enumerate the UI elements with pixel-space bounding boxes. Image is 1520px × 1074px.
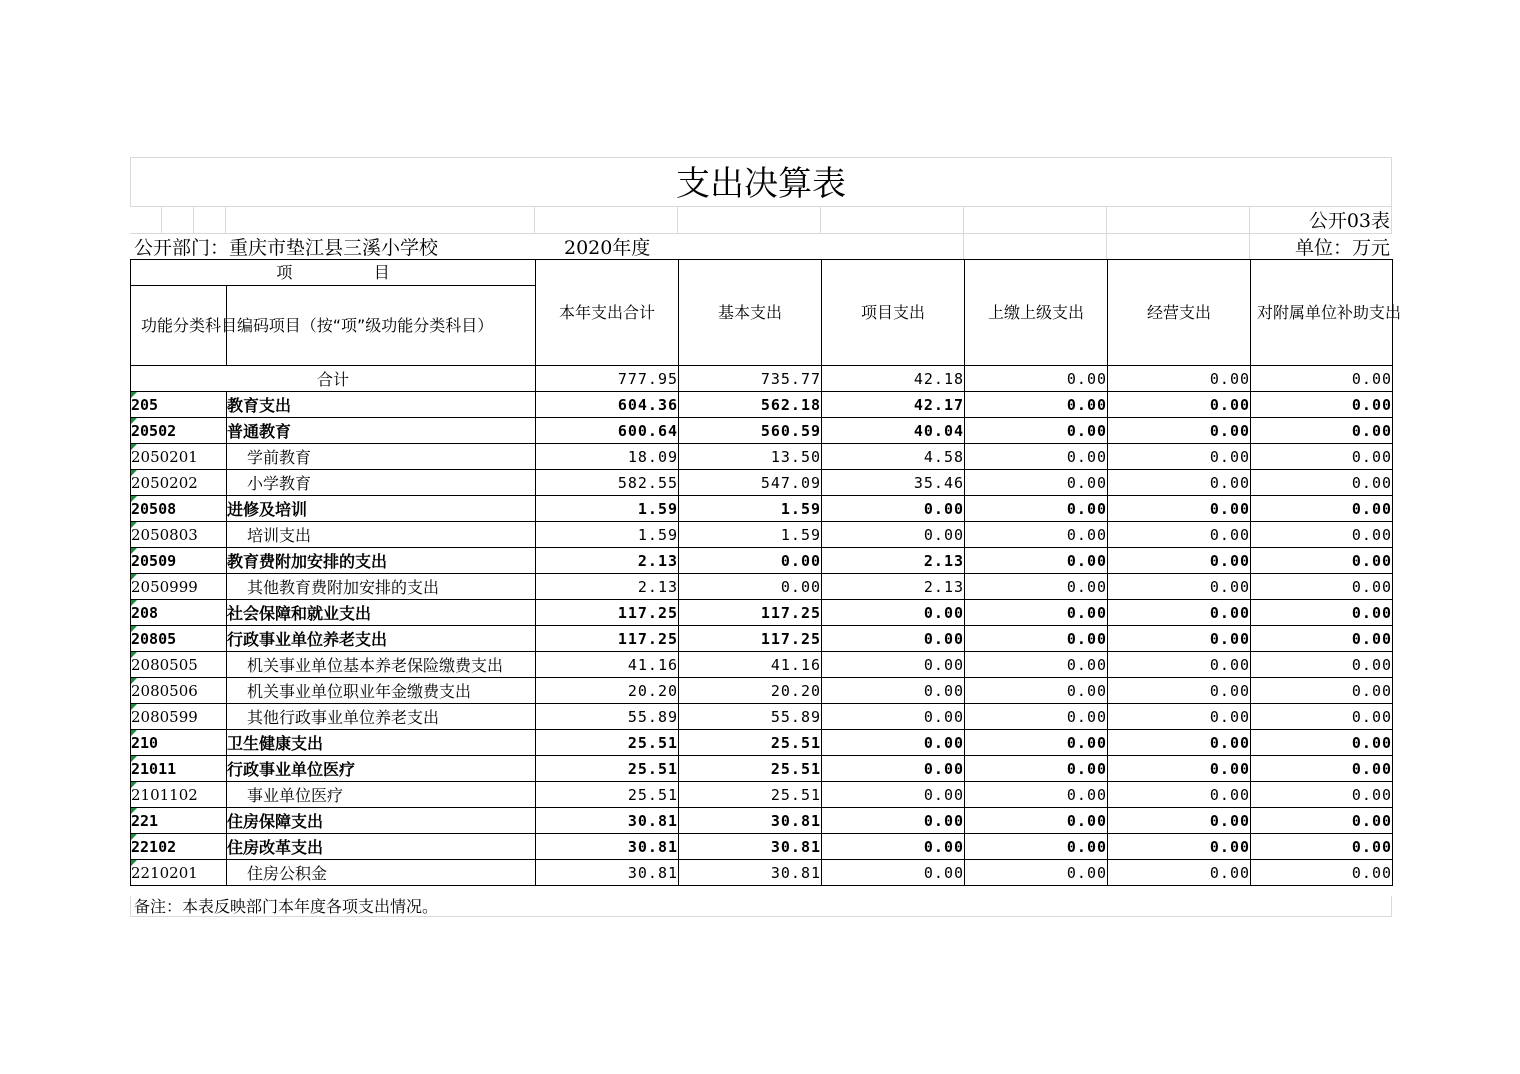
row-value: 0.00 (1108, 496, 1251, 522)
row-value: 0.00 (1108, 548, 1251, 574)
row-value: 0.00 (965, 678, 1108, 704)
row-name: 培训支出 (227, 522, 536, 548)
row-value: 0.00 (1108, 418, 1251, 444)
row-value: 0.00 (1251, 808, 1393, 834)
row-code: 2210201 (131, 860, 227, 886)
row-value: 0.00 (1108, 730, 1251, 756)
row-value: 25.51 (679, 756, 822, 782)
row-value: 0.00 (965, 834, 1108, 860)
table-row (131, 782, 1393, 808)
header-basic: 基本支出 (679, 260, 822, 366)
row-value: 0.00 (965, 600, 1108, 626)
row-value: 562.18 (679, 392, 822, 418)
row-value: 0.00 (1251, 782, 1393, 808)
total-value: 735.77 (679, 366, 822, 392)
table-row (131, 704, 1393, 730)
grid-cell (535, 207, 678, 234)
department-label: 公开部门：重庆市垫江县三溪小学校 (134, 237, 439, 259)
spreadsheet-sheet (130, 157, 1402, 917)
table-row (131, 652, 1393, 678)
row-value: 600.64 (536, 418, 679, 444)
row-value: 0.00 (679, 574, 822, 600)
row-value: 0.00 (822, 496, 965, 522)
row-name: 住房保障支出 (227, 808, 536, 834)
row-value: 41.16 (536, 652, 679, 678)
row-code: 2080505 (131, 652, 227, 678)
row-value: 30.81 (536, 808, 679, 834)
row-value: 1.59 (679, 522, 822, 548)
expenditure-table (130, 259, 1402, 886)
row-code: 2050999 (131, 574, 227, 600)
table-row (131, 418, 1393, 444)
row-value: 0.00 (1108, 834, 1251, 860)
row-value: 0.00 (965, 652, 1108, 678)
row-name: 教育费附加安排的支出 (227, 548, 536, 574)
row-value: 1.59 (536, 522, 679, 548)
row-code: 20502 (131, 418, 227, 444)
row-value: 0.00 (1251, 652, 1393, 678)
row-value: 0.00 (965, 470, 1108, 496)
row-value: 25.51 (536, 756, 679, 782)
row-value: 1.59 (679, 496, 822, 522)
grid-cell (821, 207, 964, 234)
row-value: 0.00 (965, 522, 1108, 548)
row-name: 普通教育 (227, 418, 536, 444)
row-value: 0.00 (822, 678, 965, 704)
row-code: 210 (131, 730, 227, 756)
row-value: 0.00 (1251, 496, 1393, 522)
row-value: 55.89 (536, 704, 679, 730)
table-row (131, 392, 1393, 418)
row-value: 0.00 (965, 626, 1108, 652)
header-project: 项目支出 (822, 260, 965, 366)
header-code: 功能分类科目编码 (131, 286, 227, 366)
row-value: 0.00 (1251, 444, 1393, 470)
row-value: 547.09 (679, 470, 822, 496)
row-name: 住房改革支出 (227, 834, 536, 860)
row-value: 582.55 (536, 470, 679, 496)
row-name: 卫生健康支出 (227, 730, 536, 756)
row-value: 2.13 (822, 548, 965, 574)
row-name: 事业单位医疗 (227, 782, 536, 808)
row-code: 20508 (131, 496, 227, 522)
row-value: 0.00 (822, 834, 965, 860)
grid-cell (821, 234, 964, 260)
row-code: 2050202 (131, 470, 227, 496)
fiscal-year: 2020年度 (564, 237, 651, 259)
row-value: 0.00 (965, 704, 1108, 730)
row-value: 0.00 (1251, 392, 1393, 418)
total-value: 42.18 (822, 366, 965, 392)
row-code: 2080599 (131, 704, 227, 730)
row-value: 13.50 (679, 444, 822, 470)
row-value: 0.00 (1251, 626, 1393, 652)
total-value: 0.00 (1251, 366, 1393, 392)
row-value: 25.51 (536, 782, 679, 808)
row-value: 0.00 (1251, 470, 1393, 496)
grid-cell (226, 207, 535, 234)
row-value: 0.00 (1251, 574, 1393, 600)
grid-cell (964, 207, 1107, 234)
header-item-group: 项 目 (131, 260, 536, 286)
row-name: 进修及培训 (227, 496, 536, 522)
row-value: 25.51 (536, 730, 679, 756)
row-value: 0.00 (822, 756, 965, 782)
row-value: 0.00 (1108, 392, 1251, 418)
row-value: 30.81 (679, 834, 822, 860)
row-value: 0.00 (1108, 678, 1251, 704)
header-total: 本年支出合计 (536, 260, 679, 366)
total-label: 合计 (131, 366, 536, 392)
row-value: 25.51 (679, 730, 822, 756)
row-name: 行政事业单位医疗 (227, 756, 536, 782)
table-row (131, 860, 1393, 886)
grid-cell (964, 234, 1107, 260)
row-value: 0.00 (1108, 444, 1251, 470)
table-row (131, 600, 1393, 626)
row-value: 0.00 (822, 626, 965, 652)
row-value: 0.00 (1251, 522, 1393, 548)
header-subsidy: 对附属单位补助支出 (1251, 260, 1393, 366)
row-value: 0.00 (1251, 860, 1393, 886)
form-code: 公开03表 (1308, 210, 1390, 232)
row-value: 0.00 (822, 860, 965, 886)
row-value: 2.13 (536, 574, 679, 600)
row-value: 0.00 (1108, 756, 1251, 782)
grid-cell (678, 207, 821, 234)
row-value: 0.00 (822, 522, 965, 548)
row-value: 0.00 (1108, 470, 1251, 496)
row-name: 教育支出 (227, 392, 536, 418)
total-value: 777.95 (536, 366, 679, 392)
page-title: 支出决算表 (676, 164, 846, 204)
row-value: 604.36 (536, 392, 679, 418)
row-value: 0.00 (1108, 626, 1251, 652)
row-code: 2050803 (131, 522, 227, 548)
row-value: 0.00 (822, 782, 965, 808)
header-business: 经营支出 (1108, 260, 1251, 366)
row-value: 30.81 (679, 808, 822, 834)
row-value: 41.16 (679, 652, 822, 678)
row-value: 0.00 (822, 704, 965, 730)
table-row (131, 574, 1393, 600)
row-value: 0.00 (1108, 574, 1251, 600)
grid-cell (1107, 234, 1250, 260)
row-value: 0.00 (965, 418, 1108, 444)
row-value: 1.59 (536, 496, 679, 522)
row-value: 0.00 (1108, 860, 1251, 886)
row-value: 117.25 (679, 626, 822, 652)
header-name: 项目（按“项”级功能分类科目） (227, 286, 536, 366)
row-value: 2.13 (822, 574, 965, 600)
row-name: 学前教育 (227, 444, 536, 470)
row-value: 4.58 (822, 444, 965, 470)
row-value: 0.00 (965, 782, 1108, 808)
row-value: 0.00 (822, 808, 965, 834)
table-row (131, 808, 1393, 834)
form-code-row (130, 207, 1392, 234)
total-value: 0.00 (965, 366, 1108, 392)
grid-cell (130, 207, 162, 234)
row-code: 22102 (131, 834, 227, 860)
row-value: 40.04 (822, 418, 965, 444)
table-row (131, 444, 1393, 470)
grid-cell (162, 207, 194, 234)
total-row (131, 366, 1393, 392)
row-value: 0.00 (965, 392, 1108, 418)
table-row (131, 470, 1393, 496)
table-row (131, 548, 1393, 574)
table-row (131, 626, 1393, 652)
row-value: 0.00 (822, 652, 965, 678)
row-name: 住房公积金 (227, 860, 536, 886)
row-value: 0.00 (965, 574, 1108, 600)
table-row (131, 756, 1393, 782)
row-value: 0.00 (1251, 600, 1393, 626)
row-value: 0.00 (1251, 834, 1393, 860)
row-name: 其他教育费附加安排的支出 (227, 574, 536, 600)
row-value: 117.25 (679, 600, 822, 626)
row-value: 0.00 (822, 600, 965, 626)
row-value: 30.81 (536, 860, 679, 886)
grid-cell (194, 207, 226, 234)
row-value: 0.00 (1108, 704, 1251, 730)
row-code: 21011 (131, 756, 227, 782)
row-value: 0.00 (1108, 782, 1251, 808)
row-value: 0.00 (965, 808, 1108, 834)
row-value: 0.00 (1251, 704, 1393, 730)
row-name: 社会保障和就业支出 (227, 600, 536, 626)
row-value: 560.59 (679, 418, 822, 444)
row-value: 2.13 (536, 548, 679, 574)
row-value: 0.00 (1251, 756, 1393, 782)
row-code: 221 (131, 808, 227, 834)
row-code: 208 (131, 600, 227, 626)
row-name: 行政事业单位养老支出 (227, 626, 536, 652)
row-value: 18.09 (536, 444, 679, 470)
total-value: 0.00 (1108, 366, 1251, 392)
row-value: 30.81 (679, 860, 822, 886)
table-row (131, 678, 1393, 704)
row-value: 0.00 (1251, 678, 1393, 704)
row-value: 30.81 (536, 834, 679, 860)
row-value: 42.17 (822, 392, 965, 418)
row-value: 0.00 (965, 444, 1108, 470)
table-row (131, 522, 1393, 548)
table-row (131, 834, 1393, 860)
row-value: 0.00 (965, 548, 1108, 574)
row-name: 机关事业单位职业年金缴费支出 (227, 678, 536, 704)
row-value: 0.00 (1108, 652, 1251, 678)
table-row (131, 730, 1393, 756)
header-upper: 上缴上级支出 (965, 260, 1108, 366)
row-value: 0.00 (1108, 522, 1251, 548)
row-code: 2080506 (131, 678, 227, 704)
row-value: 25.51 (679, 782, 822, 808)
row-name: 机关事业单位基本养老保险缴费支出 (227, 652, 536, 678)
row-value: 0.00 (1251, 548, 1393, 574)
row-value: 55.89 (679, 704, 822, 730)
grid-cell (1107, 207, 1250, 234)
row-value: 35.46 (822, 470, 965, 496)
row-value: 0.00 (965, 730, 1108, 756)
row-code: 20509 (131, 548, 227, 574)
row-value: 0.00 (965, 496, 1108, 522)
row-value: 0.00 (1251, 418, 1393, 444)
row-value: 0.00 (965, 860, 1108, 886)
row-value: 117.25 (536, 626, 679, 652)
table-note: 备注：本表反映部门本年度各项支出情况。 (130, 896, 1392, 917)
row-code: 2050201 (131, 444, 227, 470)
row-value: 0.00 (965, 756, 1108, 782)
row-value: 0.00 (1108, 600, 1251, 626)
row-value: 117.25 (536, 600, 679, 626)
row-code: 20805 (131, 626, 227, 652)
row-name: 其他行政事业单位养老支出 (227, 704, 536, 730)
row-value: 20.20 (536, 678, 679, 704)
row-value: 0.00 (1108, 808, 1251, 834)
table-row (131, 496, 1393, 522)
row-code: 2101102 (131, 782, 227, 808)
row-code: 205 (131, 392, 227, 418)
row-value: 0.00 (1251, 730, 1393, 756)
row-value: 0.00 (822, 730, 965, 756)
row-value: 0.00 (679, 548, 822, 574)
unit-label: 单位：万元 (1294, 237, 1390, 259)
row-value: 20.20 (679, 678, 822, 704)
row-name: 小学教育 (227, 470, 536, 496)
